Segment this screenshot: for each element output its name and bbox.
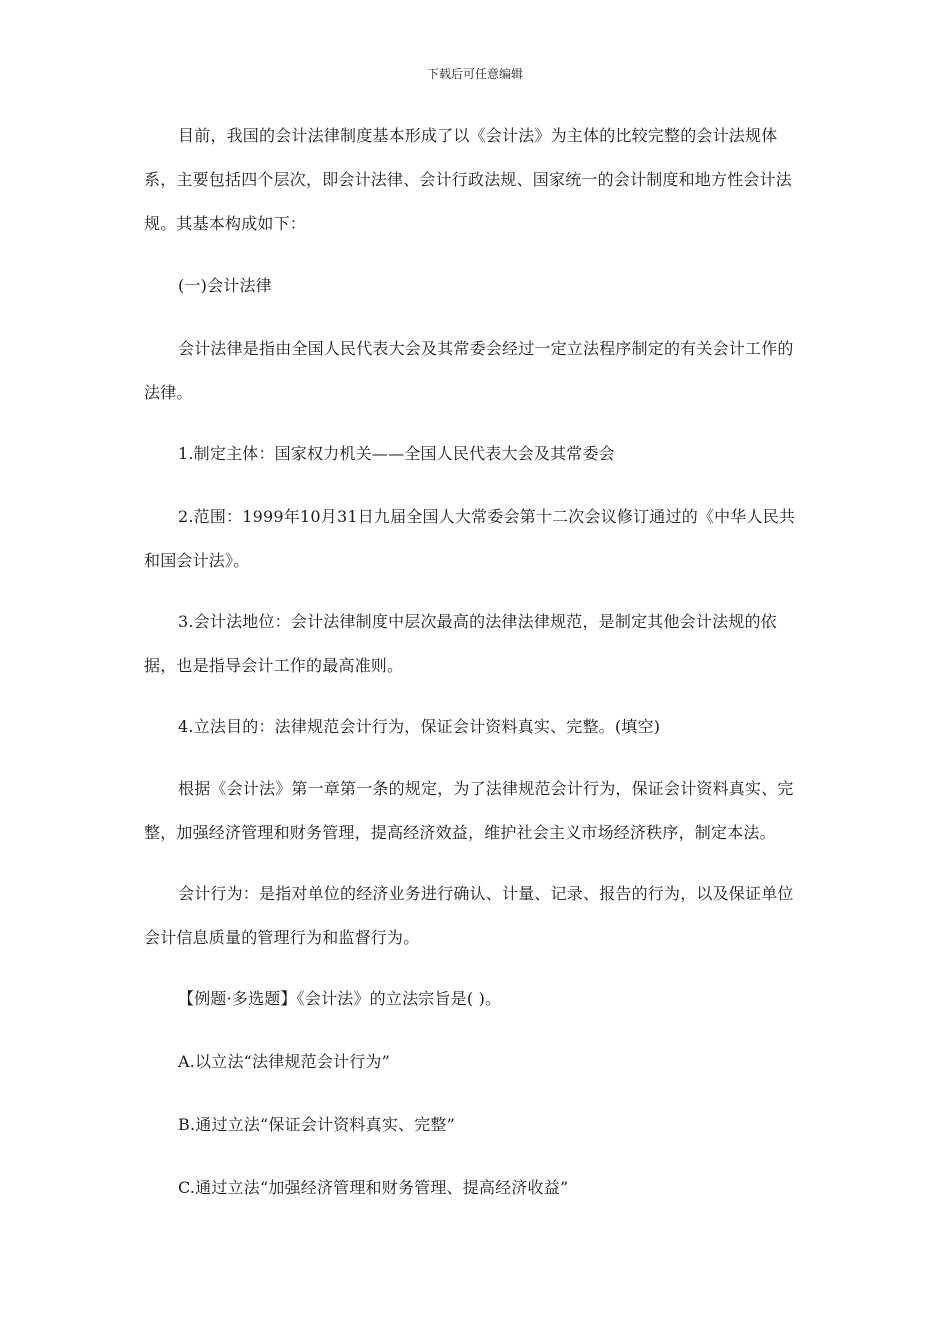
list-item-1: 1.制定主体：国家权力机关——全国人民代表大会及其常委会 [178, 444, 615, 463]
paragraph-definition: 会计法律是指由全国人民代表大会及其常委会经过一定立法程序制定的有关会计工作的法律。 [144, 339, 794, 402]
option-b: B.通过立法“保证会计资料真实、完整” [178, 1115, 456, 1134]
paragraph-intro: 目前，我国的会计法律制度基本形成了以《会计法》为主体的比较完整的会计法规体系，主要包括四个层次，即会计法律、会计行政法规、国家统一的会计制度和地方性会计法规。其基本构成如下： [144, 126, 793, 233]
page-header: 下载后可任意编辑 [426, 67, 523, 81]
list-item-4: 4.立法目的：法律规范会计行为，保证会计资料真实、完整。(填空) [178, 717, 661, 736]
section-heading: (一)会计法律 [178, 276, 272, 295]
paragraph-basis: 根据《会计法》第一章第一条的规定，为了法律规范会计行为，保证会计资料真实、完整，加强经济管理和财务管理，提高经济效益，维护社会主义市场经济秩序，制定本法。 [144, 779, 794, 842]
example-question: 【例题·多选题】《会计法》的立法宗旨是( )。 [178, 989, 502, 1008]
paragraph-accounting-behavior: 会计行为：是指对单位的经济业务进行确认、计量、记录、报告的行为，以及保证单位会计信息质量的管理行为和监督行为。 [144, 884, 794, 947]
option-c: C.通过立法“加强经济管理和财务管理、提高经济收益” [178, 1178, 569, 1197]
list-item-2: 2.范围：1999年10月31日九届全国人大常委会第十二次会议修订通过的《中华人民共和国会计法》。 [144, 507, 796, 570]
option-a: A.以立法“法律规范会计行为” [178, 1052, 391, 1071]
list-item-3: 3.会计法地位：会计法律制度中层次最高的法律法律规范，是制定其他会计法规的依据，也是指导会计工作的最高准则。 [144, 612, 777, 675]
